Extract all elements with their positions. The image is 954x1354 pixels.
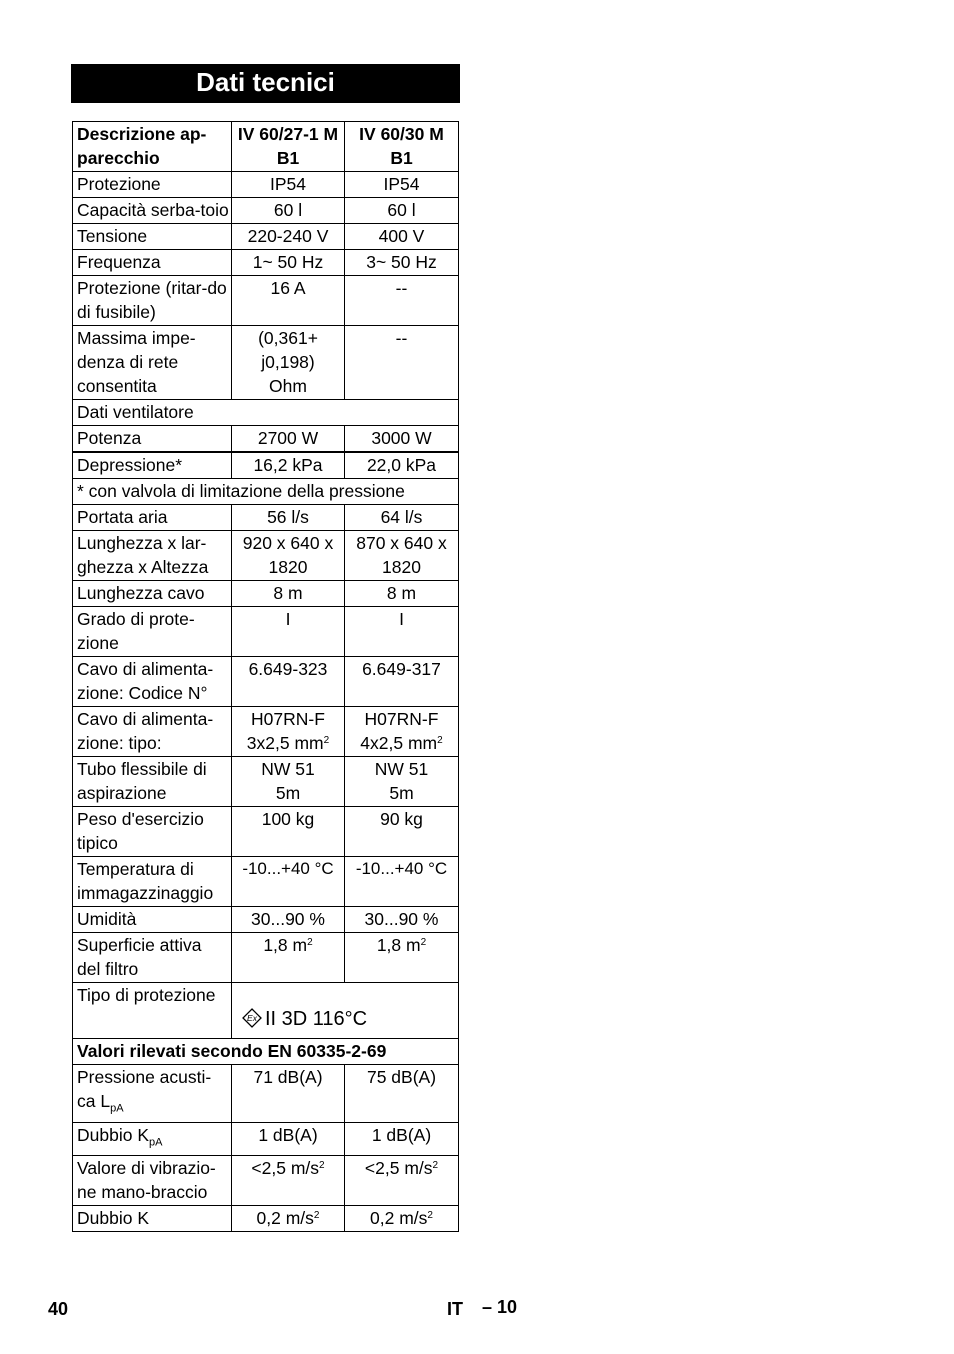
page-number: 40	[48, 1299, 69, 1319]
row-value-2: 3~ 50 Hz	[345, 250, 459, 276]
section-page-number: – 10	[482, 1297, 518, 1317]
spec-table	[72, 121, 459, 1232]
table-row	[73, 1156, 459, 1206]
table-row	[73, 224, 459, 250]
row-value-2: 90 kg	[345, 807, 459, 857]
row-value-1: -10...+40 °C	[232, 857, 345, 907]
row-value-2: --	[345, 326, 459, 400]
label-text: Dubbio K	[77, 1124, 149, 1145]
subscript: pA	[149, 1136, 163, 1148]
row-value-2: 60 l	[345, 198, 459, 224]
header-label: Descrizione ap-parecchio	[73, 122, 232, 172]
ex-atex-icon	[242, 1008, 262, 1034]
section-row	[73, 1039, 459, 1065]
cable-type: H07RN-F	[364, 709, 439, 729]
section-label-valori: Valori rilevati secondo EN 60335-2-69	[73, 1039, 459, 1065]
row-value-1: 56 l/s	[232, 505, 345, 531]
row-label: Portata aria	[73, 505, 232, 531]
table-row	[73, 426, 459, 453]
note-row	[73, 479, 459, 505]
row-label: Grado di prote-zione	[73, 607, 232, 657]
value-text: 1,8 m	[263, 935, 308, 955]
row-label: Protezione (ritar-do di fusibile)	[73, 276, 232, 326]
row-value-1: 16,2 kPa	[232, 452, 345, 479]
row-label: Temperatura di immagazzinaggio	[73, 857, 232, 907]
cable-type: H07RN-F	[251, 709, 325, 729]
row-value-2: 30...90 %	[345, 907, 459, 933]
table-row	[73, 1065, 459, 1123]
row-value-1	[232, 1156, 345, 1206]
row-value-2: NW 51 5m	[345, 757, 459, 807]
table-row	[73, 857, 459, 907]
table-header-row	[73, 122, 459, 172]
svg-text:Ex: Ex	[247, 1013, 257, 1024]
row-value-2: 870 x 640 x 1820	[345, 531, 459, 581]
table-row	[73, 607, 459, 657]
row-value-1	[232, 707, 345, 757]
table-row	[73, 707, 459, 757]
table-row	[73, 531, 459, 581]
table-row	[73, 907, 459, 933]
row-label: Cavo di alimenta-zione: Codice N°	[73, 657, 232, 707]
table-row	[73, 326, 459, 400]
row-value-1: (0,361+ j0,198) Ohm	[232, 326, 345, 400]
row-value-2: IP54	[345, 172, 459, 198]
row-label	[73, 1122, 232, 1156]
superscript: 2	[432, 1160, 439, 1171]
value-text: 1,8 m	[376, 935, 421, 955]
row-label: Potenza	[73, 426, 232, 453]
row-label: Frequenza	[73, 250, 232, 276]
table-row	[73, 581, 459, 607]
table-row	[73, 807, 459, 857]
row-value-1: IP54	[232, 172, 345, 198]
value-text: 0,2 m/s	[370, 1208, 428, 1228]
row-label: Cavo di alimenta-zione: tipo:	[73, 707, 232, 757]
row-value-2: -10...+40 °C	[345, 857, 459, 907]
row-value-2: --	[345, 276, 459, 326]
row-value-2: 22,0 kPa	[345, 452, 459, 479]
cable-section: 4x2,5 mm	[360, 733, 438, 753]
row-value-1: I	[232, 607, 345, 657]
table-row	[73, 198, 459, 224]
row-value-1	[232, 933, 345, 983]
section-label-ventilatore: Dati ventilatore	[73, 400, 459, 426]
label-text: Pressione acusti-ca L	[77, 1067, 212, 1111]
row-value-2	[345, 707, 459, 757]
row-value-1: 2700 W	[232, 426, 345, 453]
table-row	[73, 983, 459, 1039]
row-value-2: 8 m	[345, 581, 459, 607]
table-row	[73, 757, 459, 807]
header-model-2: IV 60/30 M B1	[345, 122, 459, 172]
value-text: <2,5 m/s	[364, 1158, 433, 1178]
table-row	[73, 1122, 459, 1156]
table-row	[73, 505, 459, 531]
superscript: 2	[319, 1160, 325, 1171]
subscript: pA	[110, 1102, 124, 1115]
value-text: <2,5 m/s	[251, 1158, 320, 1178]
row-value-1	[232, 1206, 345, 1232]
row-label: Peso d'esercizio tipico	[73, 807, 232, 857]
row-label	[73, 1065, 232, 1123]
row-value-2: 64 l/s	[345, 505, 459, 531]
row-value-1: 30...90 %	[232, 907, 345, 933]
row-value-2: 400 V	[345, 224, 459, 250]
row-value-2: I	[345, 607, 459, 657]
row-label: Tubo flessibile di aspirazione	[73, 757, 232, 807]
footnote-label: * con valvola di limitazione della pressione	[73, 479, 459, 505]
superscript: 2	[307, 937, 313, 948]
row-label: Superficie attiva del filtro	[73, 933, 232, 983]
row-value-1: 100 kg	[232, 807, 345, 857]
row-value-1: 920 x 640 x 1820	[232, 531, 345, 581]
table-row	[73, 452, 459, 479]
superscript: 2	[420, 937, 427, 948]
row-label: Tipo di protezione	[73, 983, 232, 1039]
row-value-2: 6.649-317	[345, 657, 459, 707]
cable-section: 3x2,5 mm	[246, 733, 324, 753]
table-row	[73, 933, 459, 983]
section-row	[73, 400, 459, 426]
row-label: Valore di vibrazio-ne mano-braccio	[73, 1156, 232, 1206]
superscript: 2	[323, 735, 330, 746]
row-label: Lunghezza cavo	[73, 581, 232, 607]
protection-type-text: II 3D 116°C	[265, 1008, 368, 1030]
row-value-1: NW 51 5m	[232, 757, 345, 807]
row-value-2	[345, 1156, 459, 1206]
row-value-2	[345, 1206, 459, 1232]
row-value-1: 6.649-323	[232, 657, 345, 707]
table-row	[73, 657, 459, 707]
row-value-2: 3000 W	[345, 426, 459, 453]
superscript: 2	[427, 1210, 433, 1221]
table-row	[73, 250, 459, 276]
row-value-2: 1 dB(A)	[345, 1122, 459, 1156]
row-label: Depressione*	[73, 452, 232, 479]
value-text: 0,2 m/s	[256, 1208, 314, 1228]
row-label: Protezione	[73, 172, 232, 198]
table-row	[73, 1206, 459, 1232]
row-label: Umidità	[73, 907, 232, 933]
row-value-1: 220-240 V	[232, 224, 345, 250]
section-title: Dati tecnici	[71, 64, 460, 103]
superscript: 2	[313, 1210, 320, 1221]
header-model-1: IV 60/27-1 M B1	[232, 122, 345, 172]
table-row	[73, 172, 459, 198]
language-code: IT	[447, 1299, 463, 1319]
row-label: Dubbio K	[73, 1206, 232, 1232]
row-label: Lunghezza x lar-ghezza x Altezza	[73, 531, 232, 581]
row-value-1: 71 dB(A)	[232, 1065, 345, 1123]
row-value-1: 1~ 50 Hz	[232, 250, 345, 276]
row-label: Massima impe-denza di rete consentita	[73, 326, 232, 400]
row-label: Capacità serba-toio	[73, 198, 232, 224]
row-value-2: 75 dB(A)	[345, 1065, 459, 1123]
superscript: 2	[437, 735, 443, 746]
row-value-1: 60 l	[232, 198, 345, 224]
row-value-2	[345, 933, 459, 983]
row-value-1: 8 m	[232, 581, 345, 607]
row-value-1: 16 A	[232, 276, 345, 326]
row-label: Tensione	[73, 224, 232, 250]
table-row	[73, 276, 459, 326]
protection-type-value	[232, 983, 459, 1039]
row-value-1: 1 dB(A)	[232, 1122, 345, 1156]
